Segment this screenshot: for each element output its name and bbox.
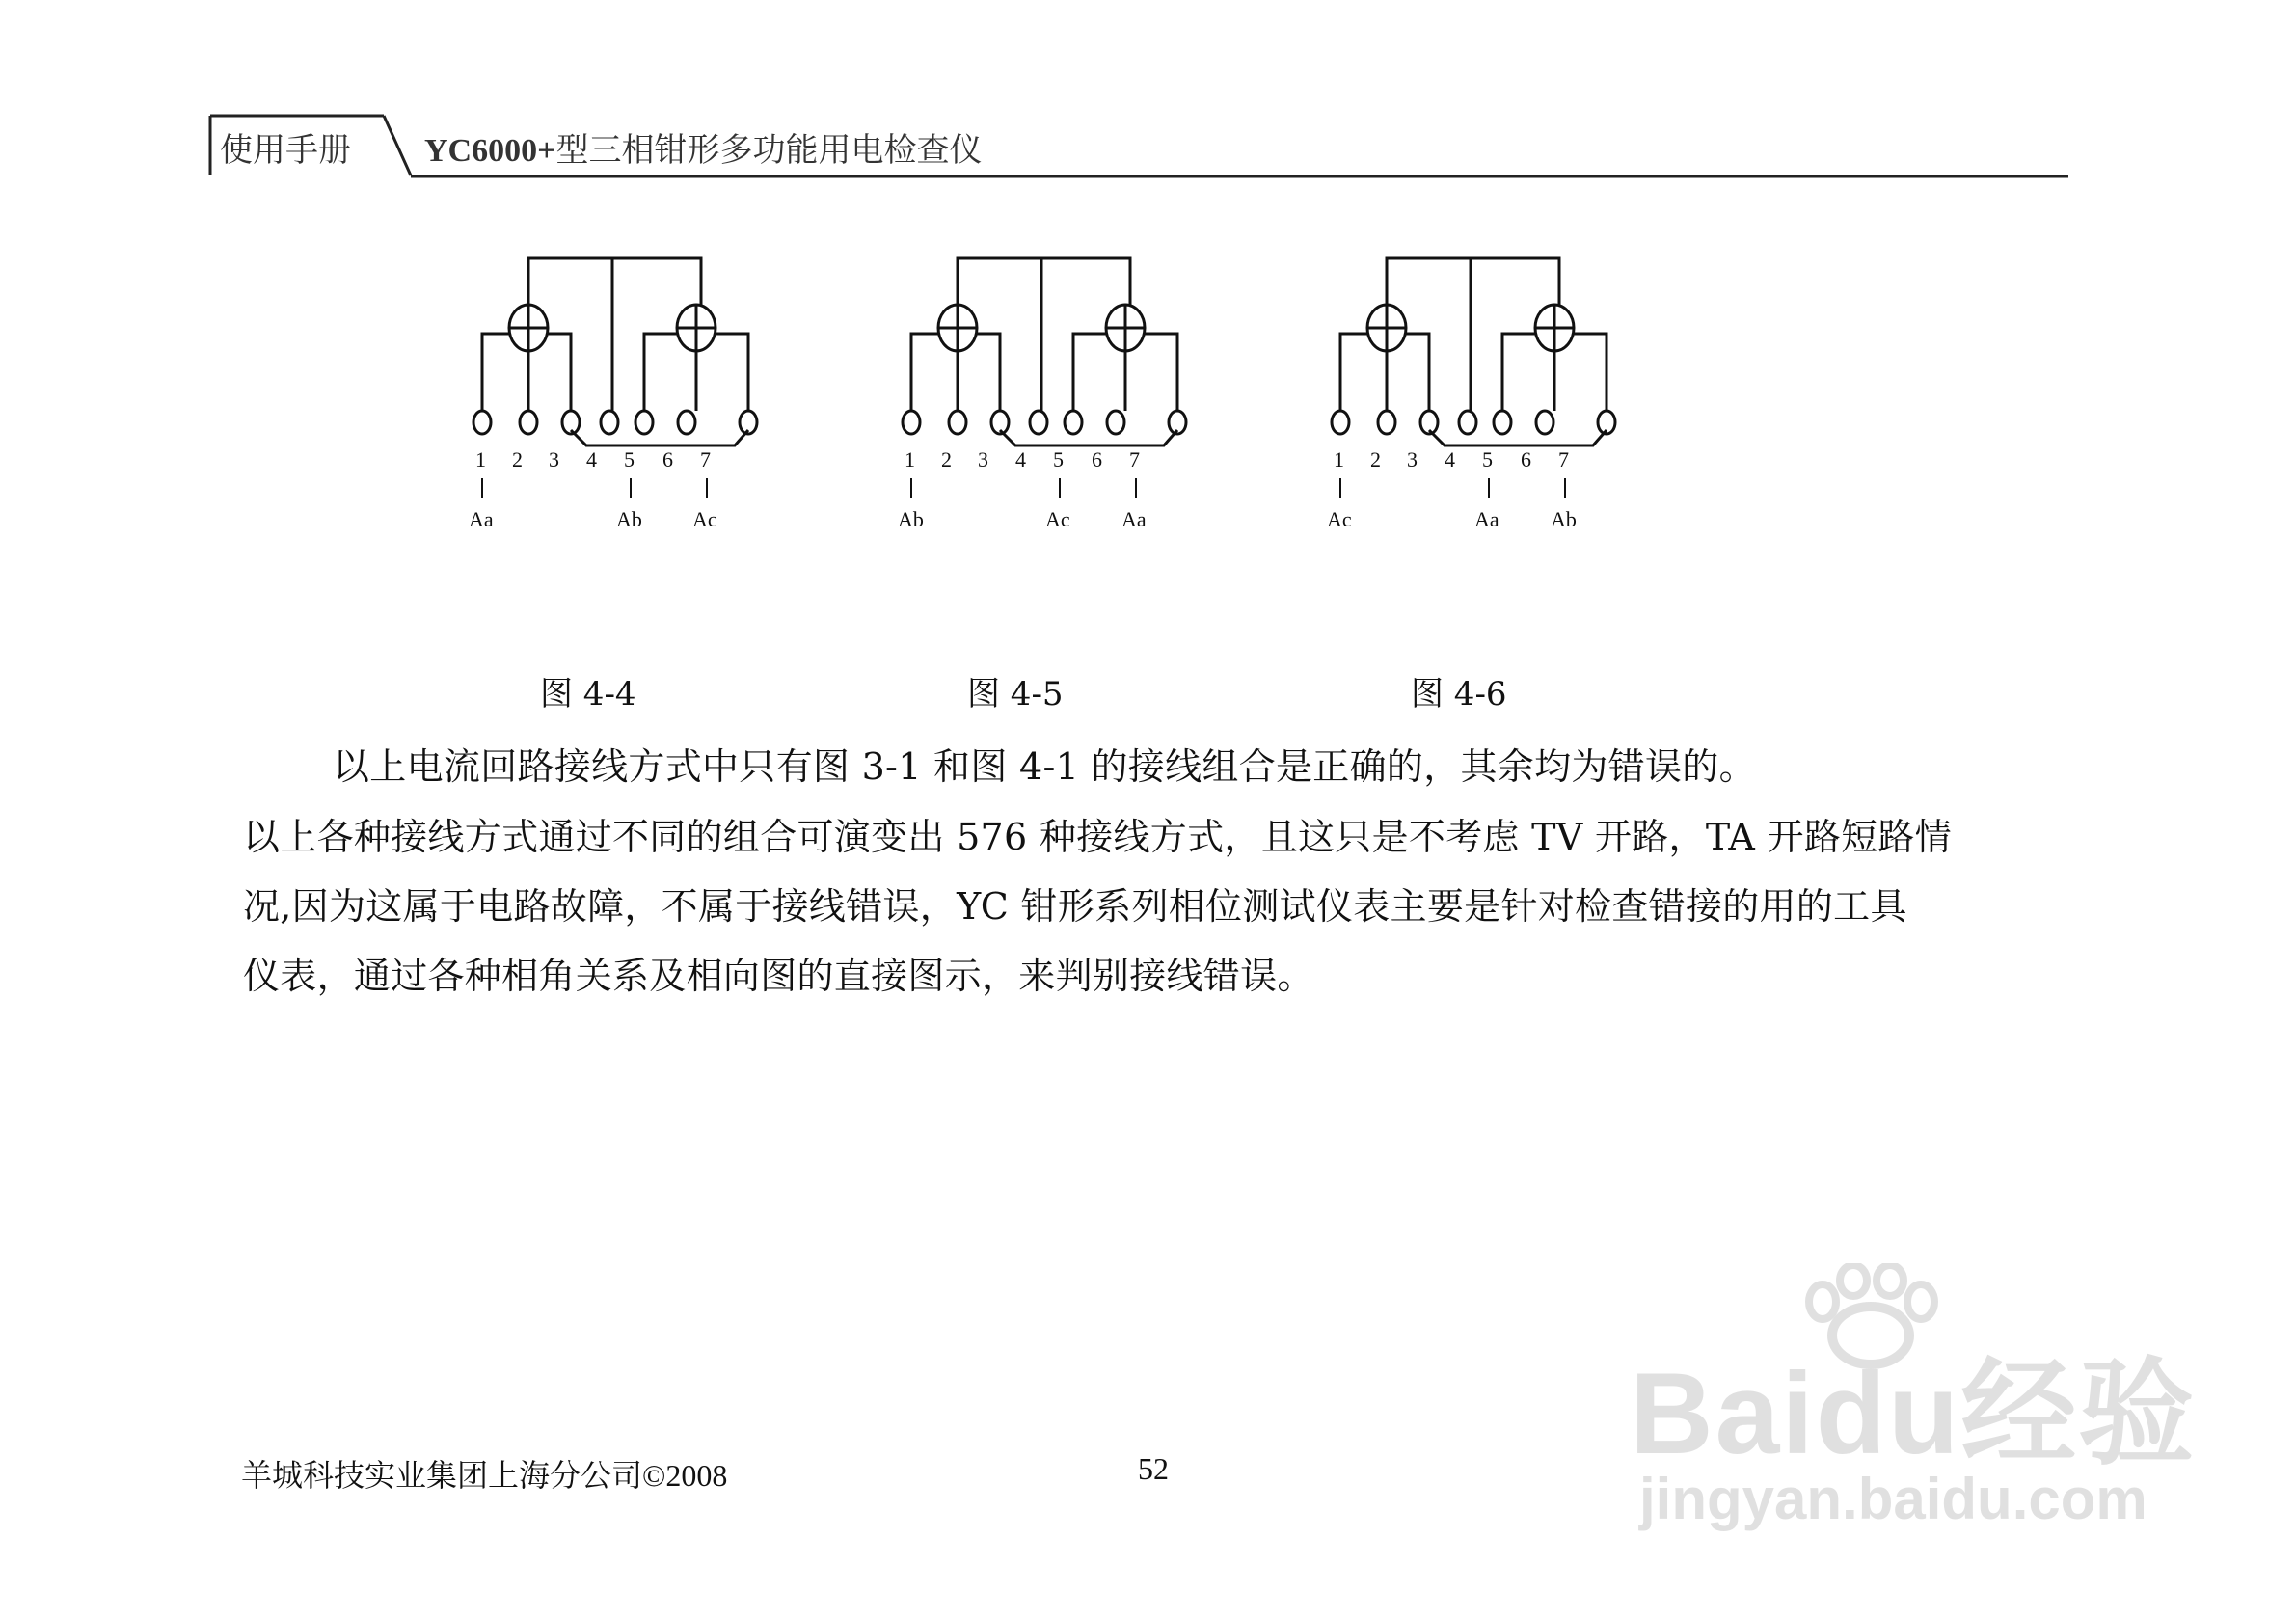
current-lead-7 — [1574, 334, 1607, 411]
terminal-number: 7 — [1129, 447, 1140, 472]
wiring-diagrams — [0, 0, 2296, 733]
current-lead-3 — [1406, 334, 1429, 411]
current-lead-1 — [911, 334, 938, 411]
terminal-number: 3 — [549, 447, 559, 472]
terminal-1 — [473, 411, 491, 434]
terminal-2 — [949, 411, 966, 434]
page-number: 52 — [1138, 1451, 1169, 1486]
voltage-bus — [528, 258, 701, 305]
voltage-bus — [1387, 258, 1559, 305]
current-lead-7 — [1145, 334, 1177, 411]
phase-label: Aa — [469, 507, 494, 531]
terminal-number: 6 — [1092, 447, 1102, 472]
current-lead-3 — [548, 334, 571, 411]
terminal-2 — [1378, 411, 1395, 434]
phase-label: Ac — [1045, 507, 1070, 531]
manual-label: 使用手册 — [220, 131, 351, 170]
phase-label: Ab — [1551, 507, 1577, 531]
terminal-6 — [678, 411, 695, 434]
current-lead-7 — [716, 334, 748, 411]
figure-caption-4-6: 图 4-6 — [1411, 675, 1507, 714]
neutral-link — [1000, 430, 1177, 445]
watermark-text: Baidu经验 — [1630, 1349, 2197, 1478]
phase-label: Ac — [692, 507, 717, 531]
current-lead-1 — [482, 334, 509, 411]
neutral-link — [1429, 430, 1607, 445]
footer-company: 羊城科技实业集团上海分公司©2008 — [241, 1458, 728, 1493]
current-lead-5 — [1502, 334, 1535, 411]
terminal-1 — [903, 411, 920, 434]
paragraph-2-line-1: 以上各种接线方式通过不同的组合可演变出 576 种接线方式，且这只是不考虑 TV 开路，TA 开路短路情 — [243, 816, 1953, 858]
terminal-6 — [1107, 411, 1124, 434]
phase-label: Ac — [1327, 507, 1352, 531]
phase-label: Aa — [1474, 507, 1499, 531]
terminal-number: 2 — [1370, 447, 1381, 472]
terminal-number: 6 — [1521, 447, 1531, 472]
terminal-number: 3 — [1407, 447, 1418, 472]
terminal-number: 7 — [1558, 447, 1569, 472]
current-lead-1 — [1340, 334, 1367, 411]
terminal-number: 5 — [1482, 447, 1493, 472]
terminal-4 — [1030, 411, 1047, 434]
terminal-5 — [1065, 411, 1082, 434]
watermark-url: jingyan.baidu.com — [1639, 1467, 2147, 1531]
terminal-4 — [1459, 411, 1476, 434]
terminal-number: 4 — [1015, 447, 1026, 472]
terminal-number: 6 — [662, 447, 673, 472]
terminal-number: 5 — [624, 447, 635, 472]
terminal-number: 4 — [1445, 447, 1455, 472]
paragraph-2-line-2: 况,因为这属于电路故障，不属于接线错误，YC 钳形系列相位测试仪表主要是针对检查错接的用的工具 — [243, 885, 1907, 928]
terminal-6 — [1536, 411, 1553, 434]
terminal-number: 7 — [700, 447, 711, 472]
voltage-bus — [958, 258, 1130, 305]
terminal-5 — [635, 411, 653, 434]
terminal-number: 1 — [905, 447, 915, 472]
baidu-jingyan-watermark — [1630, 1263, 2197, 1533]
terminal-number: 5 — [1053, 447, 1064, 472]
current-lead-3 — [977, 334, 1000, 411]
terminal-2 — [520, 411, 537, 434]
figure-caption-4-5: 图 4-5 — [967, 675, 1064, 714]
model-number: YC6000+ — [424, 133, 556, 169]
paragraph-2-line-3: 仪表，通过各种相角关系及相向图的直接图示，来判别接线错误。 — [243, 955, 1314, 997]
current-lead-5 — [1073, 334, 1106, 411]
phase-label: Aa — [1121, 507, 1147, 531]
paragraph-1: 以上电流回路接线方式中只有图 3-1 和图 4-1 的接线组合是正确的，其余均为错误的。 — [333, 745, 1756, 788]
terminal-number: 2 — [512, 447, 523, 472]
terminal-1 — [1332, 411, 1349, 434]
figure-caption-4-4: 图 4-4 — [540, 675, 636, 714]
terminal-number: 1 — [1334, 447, 1344, 472]
terminal-number: 1 — [475, 447, 486, 472]
current-lead-5 — [644, 334, 677, 411]
product-name: 型三相钳形多功能用电检查仪 — [555, 131, 983, 170]
phase-label: Ab — [616, 507, 642, 531]
terminal-number: 4 — [586, 447, 597, 472]
terminal-5 — [1494, 411, 1511, 434]
terminal-4 — [601, 411, 618, 434]
neutral-link — [571, 430, 748, 445]
terminal-number: 3 — [978, 447, 988, 472]
phase-label: Ab — [898, 507, 924, 531]
terminal-number: 2 — [941, 447, 952, 472]
